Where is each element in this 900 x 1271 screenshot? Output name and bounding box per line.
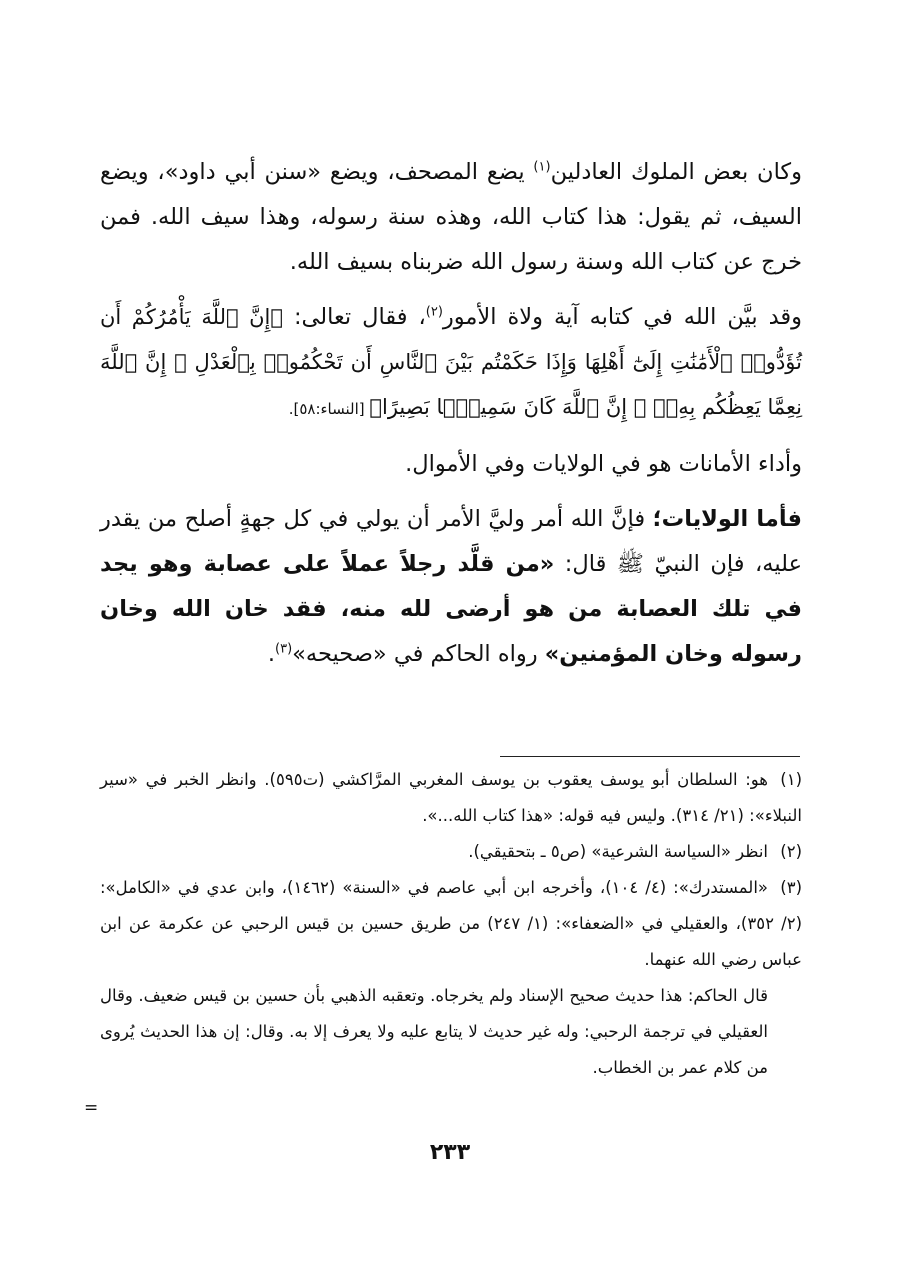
footnote-3-number: (٣)	[780, 878, 803, 897]
paragraph-2	[100, 295, 802, 432]
footnote-ref-2[interactable]: (٢)	[425, 304, 443, 320]
footnote-2-text: انظر «السياسة الشرعية» (ص٥ ـ بتحقيقي).	[468, 842, 768, 861]
paragraph-2-text-a: وقد بيَّن الله في كتابه آية ولاة الأمور	[442, 304, 803, 330]
paragraph-1	[100, 150, 802, 285]
continuation-mark: =	[84, 1098, 99, 1118]
paragraph-1-text-b: يضع المصحف، ويضع «سنن أبي داود»، ويضع السيف، ثم يقول: هذا كتاب الله، وهذه سنة رسوله، وهذا سيف الله. فمن خرج عن كتاب الله وسنة رسول الله ضربناه بسيف الله.	[100, 159, 802, 275]
footnote-1-text: هو: السلطان أبو يوسف يعقوب بن يوسف المغربي المرَّاكشي (ت٥٩٥). وانظر الخبر في «سير النبلاء»: (٢١/ ٣١٤). وليس فيه قوله: «هذا كتاب الله...».	[100, 770, 802, 825]
footnote-1	[100, 762, 802, 834]
footnote-ref-3[interactable]: (٣)	[275, 641, 293, 657]
footnote-1-number: (١)	[780, 770, 803, 789]
footnote-2	[100, 834, 802, 870]
quran-verse: ﴿إِنَّ ٱللَّهَ يَأْمُرُكُمْ أَن تُؤَدُّوا۟ ٱلْأَمَٰنَٰتِ إِلَىٰٓ أَهْلِهَا وَإِذَا حَكَمْتُم بَيْنَ ٱلنَّاسِ أَن تَحْكُمُوا۟ بِٱلْعَدْلِ ۚ إِنَّ ٱللَّهَ نِعِمَّا يَعِظُكُم بِهِۦٓ ۗ إِنَّ ٱللَّهَ كَانَ سَمِيعًۢا بَصِيرًا﴾	[100, 305, 802, 419]
footnote-3	[100, 870, 802, 978]
paragraph-4	[100, 497, 802, 677]
footnote-separator	[500, 756, 800, 757]
footnote-2-number: (٢)	[780, 842, 802, 861]
paragraph-1-text-a: وكان بعض الملوك العادلين	[550, 159, 803, 185]
verse-reference: [النساء:٥٨].	[288, 400, 370, 418]
footnote-ref-1[interactable]: (١)	[533, 159, 551, 175]
paragraph-4-text-d: رواه الحاكم في «صحيحه»	[292, 641, 545, 667]
page-number: ٢٣٣	[429, 1140, 471, 1165]
footnotes	[100, 762, 802, 1086]
paragraph-4-text-b: فإنَّ الله أمر وليَّ الأمر أن يولي في كل جهةٍ أصلح من يقدر عليه، فإن النبيّ ﷺ قال:	[100, 506, 802, 577]
hadith-quote: «من قلَّد رجلاً عملاً على عصابة وهو يجد في تلك العصابة من هو أرضى لله منه، فقد خان الله وخان رسوله وخان المؤمنين»	[100, 551, 802, 667]
paragraph-2-text-b: ، فقال تعالى:	[282, 304, 426, 330]
paragraph-4-heading: فأما الولايات؛	[652, 506, 802, 532]
main-text	[100, 150, 802, 687]
paragraph-4-text-e: .	[267, 641, 276, 667]
paragraph-3: وأداء الأمانات هو في الولايات وفي الأموال.	[405, 451, 802, 477]
footnote-3-text: «المستدرك»: (٤/ ١٠٤)، وأخرجه ابن أبي عاصم في «السنة» (١٤٦٢)، وابن عدي في «الكامل»: (٢/ ٣٥٢)، والعقيلي في «الضعفاء»: (١/ ٢٤٧) من طريق حسين بن قيس الرحبي عن عكرمة عن ابن عباس رضي الله عنهما.	[100, 878, 802, 969]
footnote-3-continued: قال الحاكم: هذا حديث صحيح الإسناد ولم يخرجاه. وتعقبه الذهبي بأن حسين بن قيس ضعيف. وقال العقيلي في ترجمة الرحبي: وله غير حديث لا يتابع عليه ولا يعرف إلا به. وقال: إن هذا الحديث يُروى من كلام عمر بن الخطاب.	[100, 986, 768, 1077]
